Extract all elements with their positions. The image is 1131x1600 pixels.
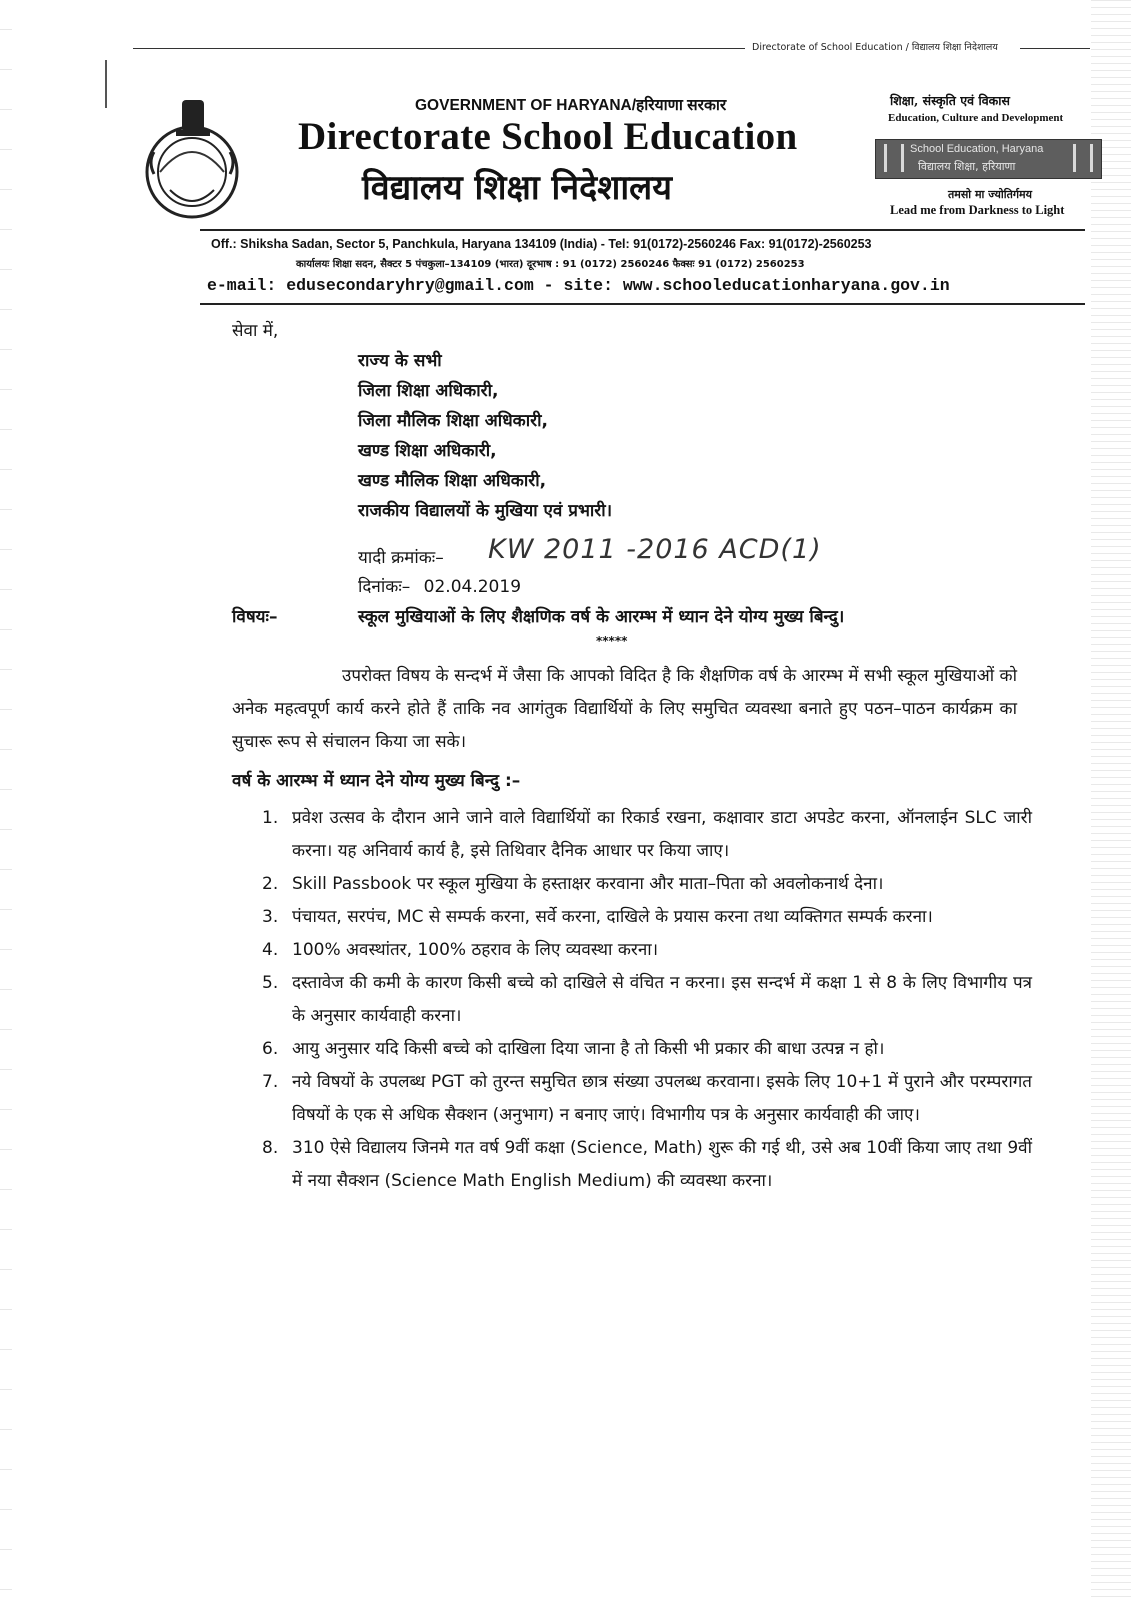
department-en: Education, Culture and Development: [888, 112, 1064, 124]
directorate-title-en: Directorate School Education: [298, 115, 798, 158]
recipient-line: राज्य के सभी: [358, 351, 442, 371]
reference-label: यादी क्रमांकः–: [358, 548, 444, 568]
item-text: 100% अवस्थांतर, 100% ठहराव के लिए व्यवस्था करना।: [292, 940, 659, 960]
recipient-line: जिला शिक्षा अधिकारी,: [358, 381, 499, 401]
top-rule-right: [1020, 48, 1090, 49]
top-caption: Directorate of School Education / विद्यालय शिक्षा निदेशालय: [752, 42, 998, 53]
item-number: 7.: [262, 1072, 279, 1092]
list-item: [262, 967, 1032, 1033]
list-item: [262, 934, 1032, 967]
item-number: 3.: [262, 907, 279, 927]
item-text: 310 ऐसे विद्यालय जिनमे गत वर्ष 9वीं कक्षा (Science, Math) शुरू की गई थी, उसे अब 10वीं किया जाए तथा 9वीं में नया सैक्शन (Science Math English Medium) की व्यवस्था करना।: [292, 1138, 1032, 1191]
department-hi: शिक्षा, संस्कृति एवं विकास: [890, 93, 1010, 108]
item-text: दस्तावेज की कमी के कारण किसी बच्चे को दाखिले से वंचित न करना। इस सन्दर्भ में कक्षा 1 से 8 के लिए विभागीय पत्र के अनुसार कार्यवाही करना।: [292, 973, 1032, 1026]
list-item: [262, 1132, 1032, 1198]
logo-left-ornament-icon: [884, 144, 904, 172]
motto-hi: तमसो मा ज्योतिर्गमय: [948, 188, 1033, 201]
item-number: 6.: [262, 1039, 279, 1059]
scan-edge: [1091, 0, 1131, 1600]
school-education-logo: [875, 139, 1102, 179]
contact-line: e-mail: edusecondaryhry@gmail.com - site: www.schooleducationharyana.gov.in: [207, 276, 950, 295]
recipient-line: जिला मौलिक शिक्षा अधिकारी,: [358, 411, 548, 431]
motto-en: Lead me from Darkness to Light: [890, 203, 1065, 217]
government-title: GOVERNMENT OF HARYANA/हरियाणा सरकार: [415, 97, 727, 114]
item-number: 4.: [262, 940, 279, 960]
date-value: 02.04.2019: [423, 577, 522, 597]
list-item: [262, 901, 1032, 934]
list-item: [262, 868, 1032, 901]
header-divider: [200, 229, 1085, 231]
item-number: 2.: [262, 874, 279, 894]
logo-right-ornament-icon: [1073, 144, 1093, 172]
salutation: सेवा में,: [232, 321, 279, 341]
haryana-emblem-icon: [140, 92, 245, 220]
item-text: प्रवेश उत्सव के दौरान आने जाने वाले विद्यार्थियों का रिकार्ड रखना, कक्षावार डाटा अपडेट करना, ऑनलाईन SLC जारी करना। यह अनिवार्य कार्य है, इसे तिथिवार दैनिक आधार पर किया जाए।: [292, 808, 1032, 861]
margin-mark: [105, 60, 107, 108]
recipient-line: खण्ड मौलिक शिक्षा अधिकारी,: [358, 471, 547, 491]
subject-text: स्कूल मुखियाओं के लिए शैक्षणिक वर्ष के आरम्भ में ध्यान देने योग्य मुख्य बिन्दु।: [358, 607, 845, 627]
points-list: [262, 802, 1032, 1198]
separator-stars: *****: [596, 634, 628, 648]
points-heading: वर्ष के आरम्भ में ध्यान देने योग्य मुख्य बिन्दु :–: [232, 771, 521, 791]
item-text: Skill Passbook पर स्कूल मुखिया के हस्ताक्षर करवाना और माता–पिता को अवलोकनार्थ देना।: [292, 874, 884, 894]
intro-text: उपरोक्त विषय के सन्दर्भ में जैसा कि आपको विदित है कि शैक्षणिक वर्ष के आरम्भ में सभी स्कूल मुखियाओं को अनेक महत्वपूर्ण कार्य करने होते हैं ताकि नव आगंतुक विद्यार्थियों के लिए समुचित व्यवस्था बनाते हुए पठन–पाठन कार्यक्रम का सुचारू रूप से संचालन किया जा सके।: [232, 666, 1017, 752]
reference-number-handwritten: KW 2011 -2016 ACD(1): [488, 534, 822, 565]
item-text: आयु अनुसार यदि किसी बच्चे को दाखिला दिया जाना है तो किसी भी प्रकार की बाधा उत्पन्न न हो।: [292, 1039, 885, 1059]
list-item: [262, 1033, 1032, 1066]
item-number: 8.: [262, 1138, 279, 1158]
recipients-list: [358, 346, 612, 526]
list-item: [262, 802, 1032, 868]
date-row: [358, 574, 521, 597]
address-en: Off.: Shiksha Sadan, Sector 5, Panchkula, Haryana 134109 (India) - Tel: 91(0172)-2560246 Fax: 91(0172)-2560253: [211, 237, 872, 251]
recipient-line: खण्ड शिक्षा अधिकारी,: [358, 441, 497, 461]
intro-paragraph: [232, 660, 1017, 759]
logo-text-hi: विद्यालय शिक्षा, हरियाणा: [918, 160, 1016, 173]
logo-text-en: School Education, Haryana: [910, 143, 1044, 155]
date-label: दिनांकः–: [358, 577, 411, 597]
subject-label: विषयः–: [232, 607, 278, 627]
scan-left-edge: [0, 0, 12, 1600]
recipient-line: राजकीय विद्यालयों के मुखिया एवं प्रभारी।: [358, 501, 613, 521]
directorate-title-hi: विद्यालय शिक्षा निदेशालय: [362, 168, 672, 208]
item-number: 1.: [262, 808, 279, 828]
item-number: 5.: [262, 973, 279, 993]
top-rule: [133, 48, 745, 49]
item-text: पंचायत, सरपंच, MC से सम्पर्क करना, सर्वे करना, दाखिले के प्रयास करना तथा व्यक्तिगत सम्पर्क करना।: [292, 907, 933, 927]
address-hi: कार्यालयः शिक्षा सदन, सैक्टर 5 पंचकुला–134109 (भारत) दूरभाष : 91 (0172) 2560246 फैक्सः 91 (0172) 2560253: [296, 259, 805, 270]
item-text: नये विषयों के उपलब्ध PGT को तुरन्त समुचित छात्र संख्या उपलब्ध करवाना। इसके लिए 10+1 में पुराने और परम्परागत विषयों के एक से अधिक सैक्शन (अनुभाग) न बनाए जाएं। विभागीय पत्र के अनुसार कार्यवाही की जाए।: [292, 1072, 1032, 1125]
list-item: [262, 1066, 1032, 1132]
address-divider: [200, 303, 1085, 305]
